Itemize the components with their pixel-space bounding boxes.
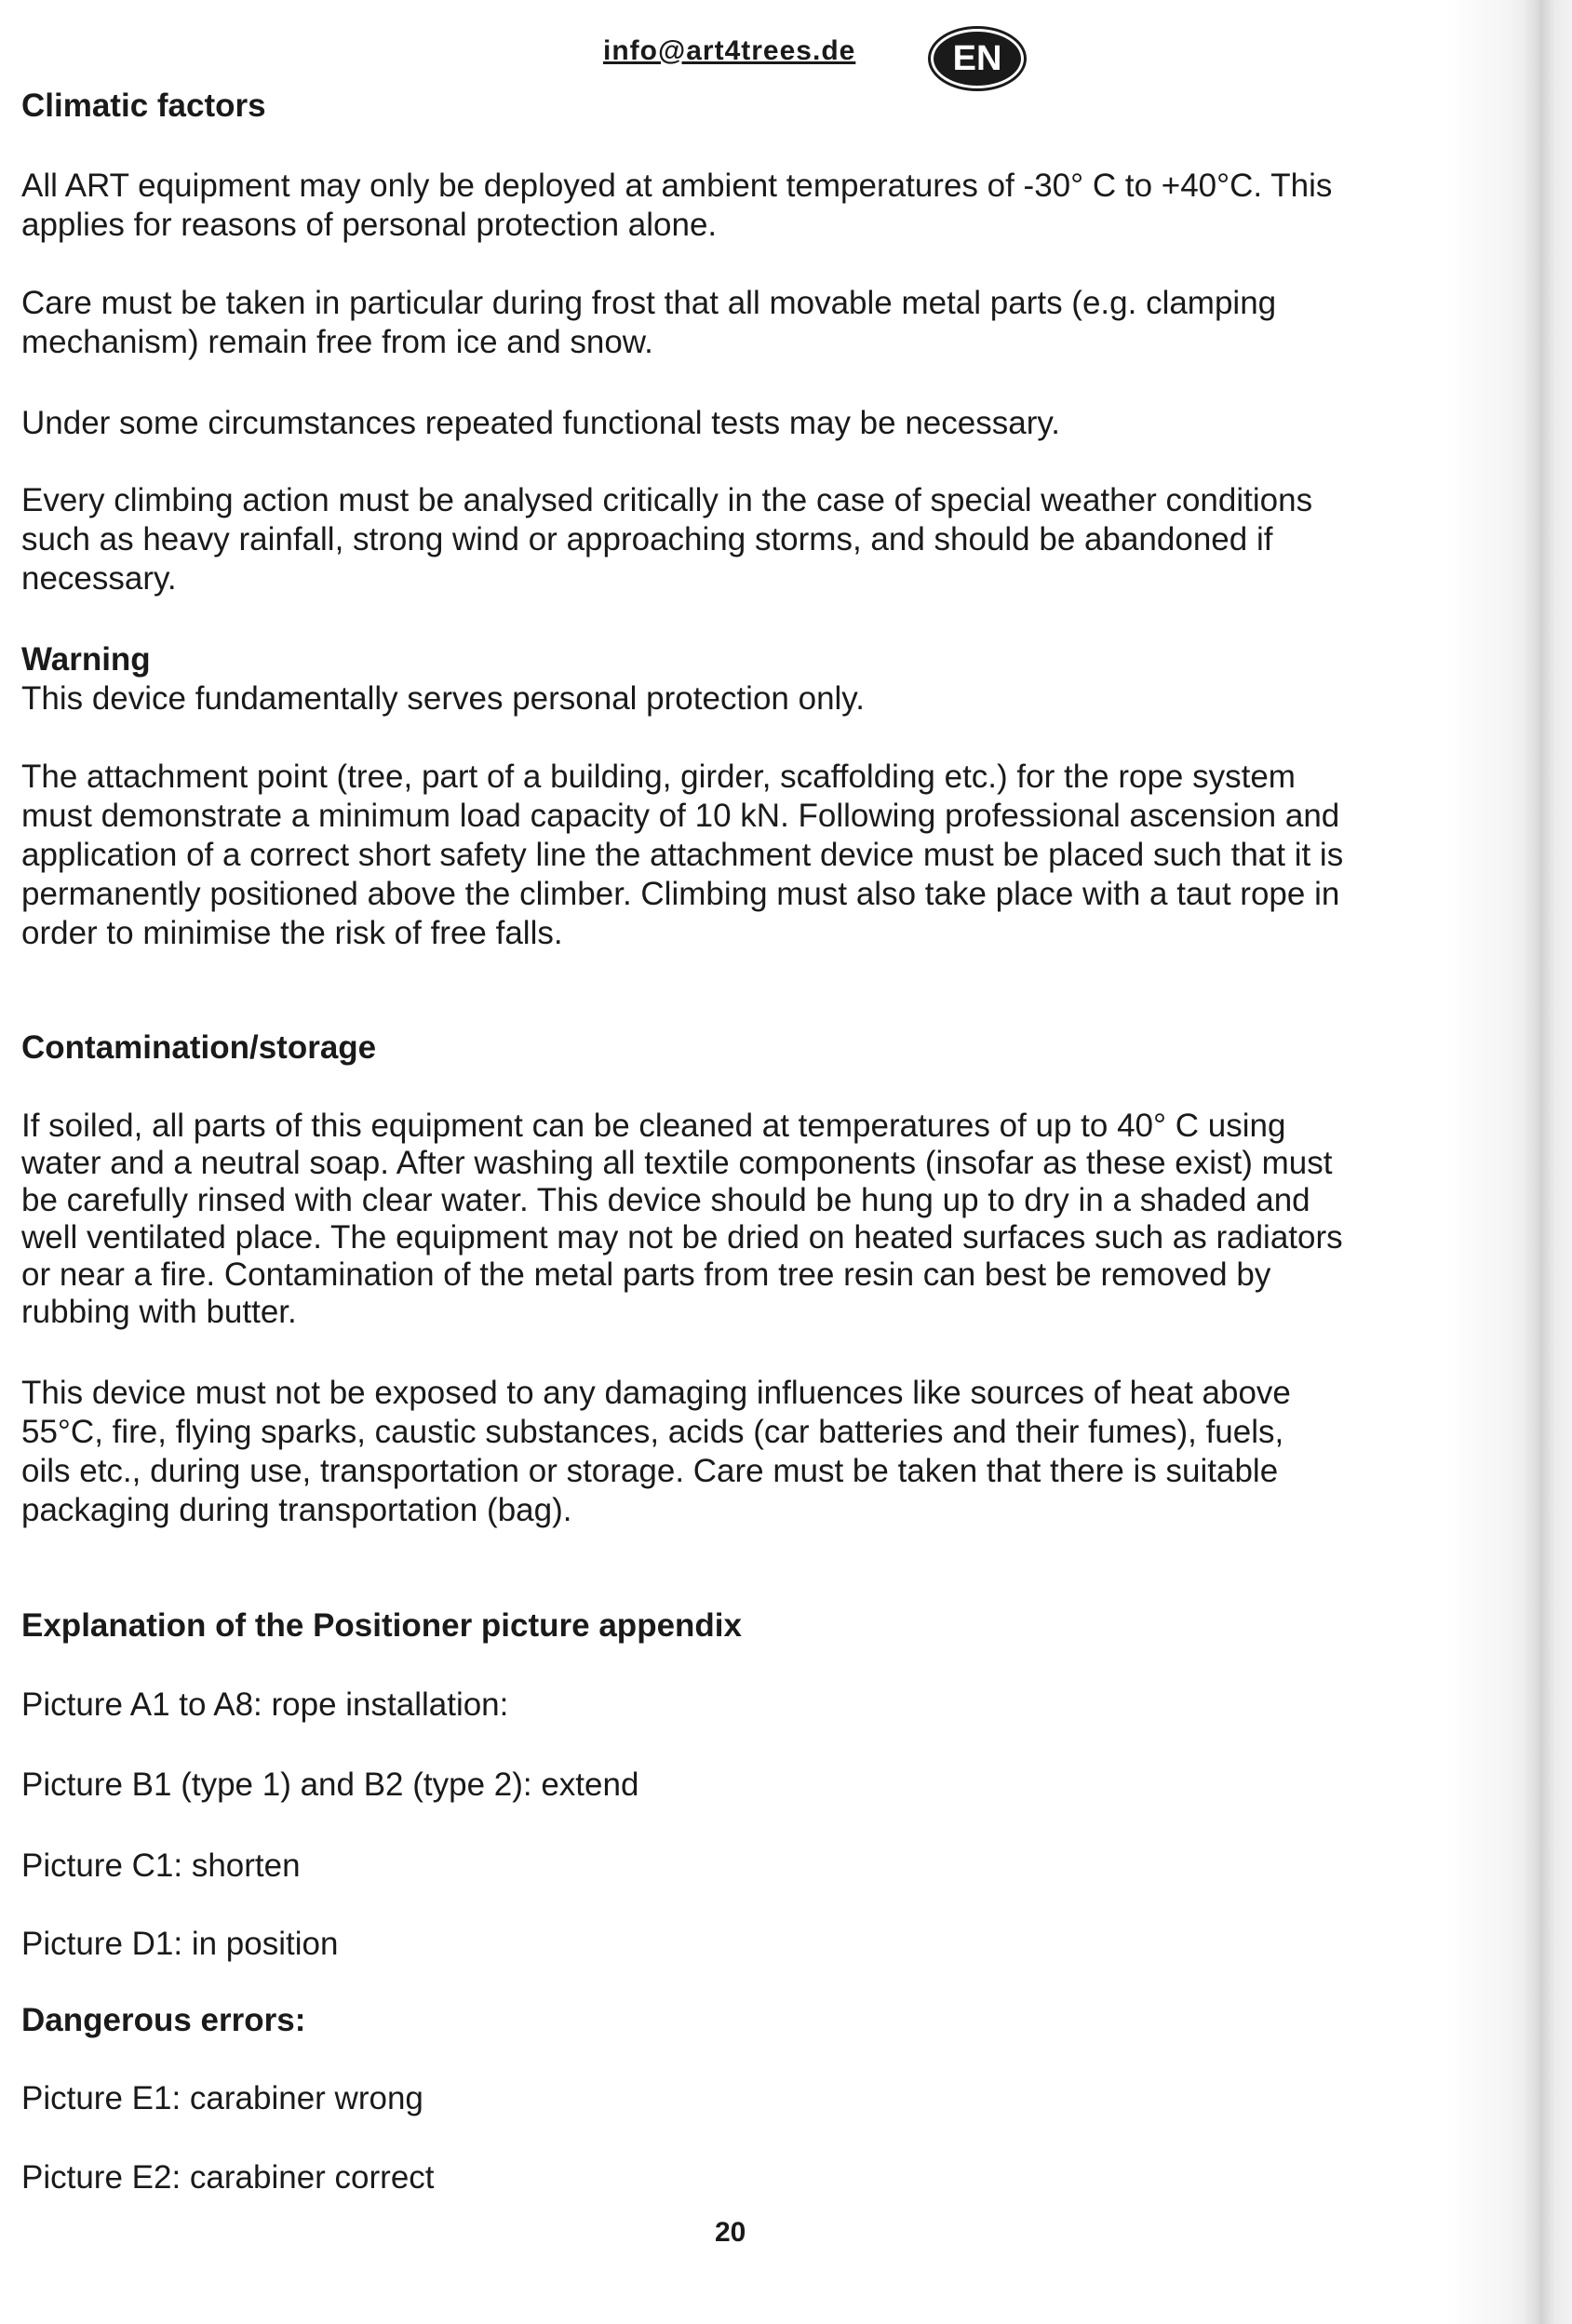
picture-list-item: Picture D1: in position (21, 1926, 339, 1962)
picture-list-item: Picture C1: shorten (21, 1847, 301, 1884)
contamination-p1-line-2: water and a neutral soap. After washing all textile components (insofar as these exist) must (21, 1145, 1333, 1181)
climatic-p1-line-2: applies for reasons of personal protection alone. (21, 207, 718, 243)
contamination-p1-line-1: If soiled, all parts of this equipment can be cleaned at temperatures of up to 40° C using (21, 1108, 1286, 1144)
picture-list-item: Picture B1 (type 1) and B2 (type 2): extend (21, 1767, 639, 1803)
warning-p2-line-1: The attachment point (tree, part of a building, girder, scaffolding etc.) for the rope system (21, 759, 1296, 795)
climatic-p4-line-1: Every climbing action must be analysed critically in the case of special weather conditions (21, 482, 1313, 518)
climatic-p3-line-1: Under some circumstances repeated functional tests may be necessary. (21, 405, 1060, 441)
contamination-p2-line-4: packaging during transportation (bag). (21, 1492, 572, 1528)
contamination-storage-heading: Contamination/storage (21, 1029, 377, 1066)
language-badge: EN (934, 32, 1021, 86)
warning-heading: Warning (21, 641, 151, 678)
contamination-p2-line-1: This device must not be exposed to any damaging influences like sources of heat above (21, 1375, 1291, 1411)
scan-edge-shadow (1524, 0, 1555, 2324)
contamination-p1-line-6: rubbing with butter. (21, 1294, 297, 1330)
contamination-p1-line-5: or near a fire. Contamination of the metal parts from tree resin can best be removed by (21, 1256, 1271, 1293)
climatic-p4-line-2: such as heavy rainfall, strong wind or approaching storms, and should be abandoned if (21, 521, 1273, 557)
explanation-heading: Explanation of the Positioner picture appendix (21, 1607, 742, 1644)
contamination-p1-line-4: well ventilated place. The equipment may not be dried on heated surfaces such as radiators (21, 1219, 1343, 1256)
climatic-p1-line-1: All ART equipment may only be deployed at ambient temperatures of -30° C to +40°C. This (21, 168, 1333, 204)
climatic-p2-line-2: mechanism) remain free from ice and snow. (21, 324, 653, 360)
warning-p1-line-1: This device fundamentally serves personal protection only. (21, 680, 865, 717)
contamination-p2-line-3: oils etc., during use, transportation or storage. Care must be taken that there is suitable (21, 1453, 1279, 1489)
climatic-p2-line-1: Care must be taken in particular during frost that all movable metal parts (e.g. clamping (21, 285, 1277, 321)
picture-list-item: Picture A1 to A8: rope installation: (21, 1686, 509, 1723)
page-number: 20 (715, 2217, 746, 2248)
warning-p2-line-4: permanently positioned above the climber. Climbing must also take place with a taut rope in (21, 876, 1340, 912)
warning-p2-line-2: must demonstrate a minimum load capacity of 10 kN. Following professional ascension and (21, 798, 1340, 834)
warning-p2-line-3: application of a correct short safety line the attachment device must be placed such that it is (21, 837, 1344, 873)
picture-list-item: Picture E2: carabiner correct (21, 2159, 435, 2196)
header-email[interactable]: info@art4trees.de (603, 35, 856, 66)
warning-p2-line-5: order to minimise the risk of free falls. (21, 915, 563, 951)
picture-list-item: Picture E1: carabiner wrong (21, 2080, 423, 2116)
contamination-p2-line-2: 55°C, fire, flying sparks, caustic substances, acids (car batteries and their fumes), fuels, (21, 1414, 1284, 1450)
climatic-factors-heading: Climatic factors (21, 87, 266, 124)
dangerous-errors-heading: Dangerous errors: (21, 2002, 306, 2038)
contamination-p1-line-3: be carefully rinsed with clear water. This device should be hung up to dry in a shaded and (21, 1182, 1310, 1218)
climatic-p4-line-3: necessary. (21, 560, 177, 597)
